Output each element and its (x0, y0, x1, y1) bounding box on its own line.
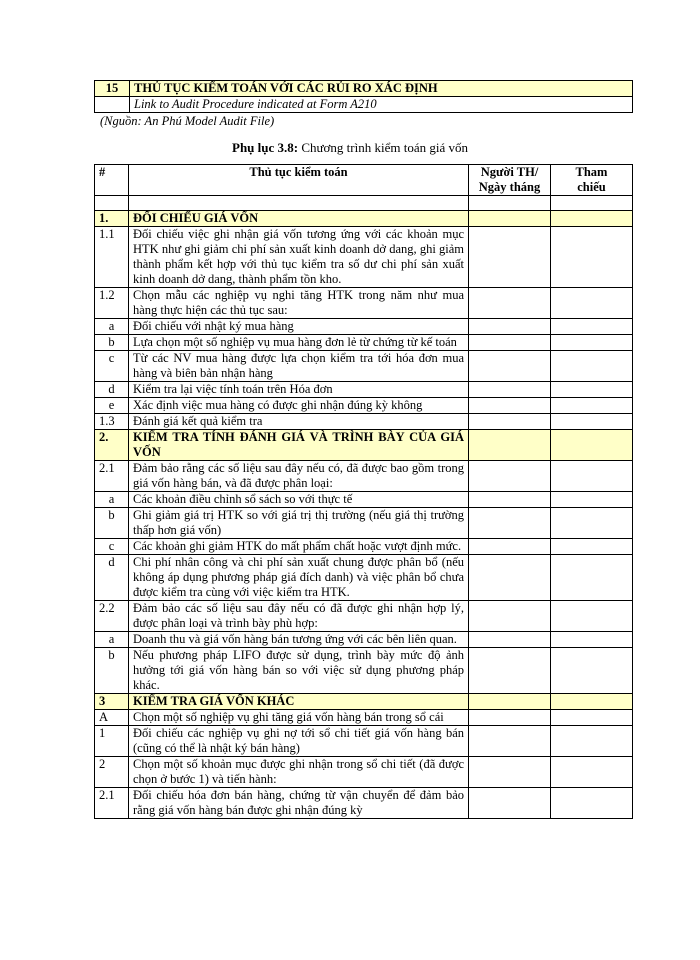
row-performer-cell (469, 211, 551, 227)
row-reference-cell (551, 508, 633, 539)
row-reference-cell (551, 726, 633, 757)
row-performer-cell (469, 430, 551, 461)
header-num: # (95, 165, 129, 196)
row-performer-cell (469, 319, 551, 335)
row-performer-cell (469, 648, 551, 694)
table-row (95, 398, 633, 414)
row-reference-cell (551, 539, 633, 555)
row-number: 1 (95, 726, 129, 757)
row-procedure-text: Đối chiếu việc ghi nhận giá vốn tương ứng với các khoản mục HTK như ghi giảm chi phí sản xuất kinh doanh dở dang, ghi giảm thành phẩm kết hợp với thủ tục kiểm tra số dư chi phí sản xuất kinh doanh dở dang, thành phẩm tồn kho. (129, 227, 469, 288)
row-performer-cell (469, 539, 551, 555)
row-reference-cell (551, 430, 633, 461)
row-procedure-text: Chọn một số khoản mục được ghi nhận trong sổ chi tiết (đã được chọn ở bước 1) và tiến hành: (129, 757, 469, 788)
row-procedure-text: Chi phí nhân công và chi phí sản xuất chung được phân bổ (nếu không áp dụng phương pháp giá đích danh) và việc phân bổ chưa được kiểm tra cùng với việc kiểm tra HTK. (129, 555, 469, 601)
audit-program-table (94, 164, 633, 819)
section-row (95, 694, 633, 710)
row-number: 2.2 (95, 601, 129, 632)
row-reference-cell (551, 398, 633, 414)
row-number: 1.1 (95, 227, 129, 288)
row-number: c (95, 351, 129, 382)
row-procedure-text: Chọn mẫu các nghiệp vụ nghi tăng HTK trong năm như mua hàng thực hiện các thủ tục sau: (129, 288, 469, 319)
row-performer-cell (469, 757, 551, 788)
table-row (95, 555, 633, 601)
row-number: 1.2 (95, 288, 129, 319)
row-reference-cell (551, 757, 633, 788)
row-procedure-text: Kiểm tra lại việc tính toán trên Hóa đơn (129, 382, 469, 398)
row-number: b (95, 335, 129, 351)
table-row (95, 319, 633, 335)
table-row (95, 710, 633, 726)
row-procedure-text: Nếu phương pháp LIFO được sử dụng, trình bày mức độ ảnh hưởng tới giá vốn hàng bán so với việc sử dụng phương pháp khác. (129, 648, 469, 694)
row-number: c (95, 539, 129, 555)
row-procedure-text: Xác định việc mua hàng có được ghi nhận đúng kỳ không (129, 398, 469, 414)
table-row (95, 788, 633, 819)
appendix-label: Phụ lục 3.8: (232, 140, 299, 155)
row-procedure-text: Đối chiếu hóa đơn bán hàng, chứng từ vận chuyển để đảm bảo rằng giá vốn hàng bán được ghi nhận đúng kỳ (129, 788, 469, 819)
table-row (95, 335, 633, 351)
row-performer-cell (469, 461, 551, 492)
row-reference-cell (551, 288, 633, 319)
row-number: 1.3 (95, 414, 129, 430)
row-number: a (95, 632, 129, 648)
row-reference-cell (551, 632, 633, 648)
row-procedure-text: Đảm bảo rằng các số liệu sau đây nếu có, đã được bao gồm trong giá vốn hàng bán, và đã được phân loại: (129, 461, 469, 492)
table-row (95, 461, 633, 492)
row-reference-cell (551, 710, 633, 726)
table-row (95, 288, 633, 319)
row-procedure-text: Chọn một số nghiệp vụ ghi tăng giá vốn hàng bán trong sổ cái (129, 710, 469, 726)
row-reference-cell (551, 648, 633, 694)
risk-procedure-table (94, 80, 633, 113)
table-row (95, 632, 633, 648)
table-row (95, 382, 633, 398)
link-note: Link to Audit Procedure indicated at Form A210 (130, 97, 633, 113)
appendix-name: Chương trình kiểm toán giá vốn (301, 140, 468, 155)
row-number: 2. (95, 430, 129, 461)
row-reference-cell (551, 211, 633, 227)
row-procedure-text: Đánh giá kết quả kiểm tra (129, 414, 469, 430)
row-number: d (95, 555, 129, 601)
row-reference-cell (551, 227, 633, 288)
section-number: 15 (95, 81, 130, 97)
table-row (95, 757, 633, 788)
row-performer-cell (469, 382, 551, 398)
row-number: e (95, 398, 129, 414)
row-number: 2 (95, 757, 129, 788)
table-row (95, 601, 633, 632)
table-header-row (95, 165, 633, 196)
row-number: 3 (95, 694, 129, 710)
row-procedure-text: Lựa chọn một số nghiệp vụ mua hàng đơn lẻ từ chứng từ kế toán (129, 335, 469, 351)
row-procedure-text: Đảm bảo các số liệu sau đây nếu có đã được ghi nhận hợp lý, được phân loại và trình bày phù hợp: (129, 601, 469, 632)
row-number: a (95, 492, 129, 508)
row-performer-cell (469, 414, 551, 430)
section-row (95, 211, 633, 227)
header-performer: Người TH/ Ngày tháng (469, 165, 551, 196)
row-performer-cell (469, 694, 551, 710)
header-reference: Tham chiếu (551, 165, 633, 196)
row-performer-cell (469, 632, 551, 648)
row-performer-cell (469, 288, 551, 319)
risk-procedure-link-row (95, 97, 633, 113)
row-number: A (95, 710, 129, 726)
row-reference-cell (551, 382, 633, 398)
table-body (95, 211, 633, 819)
table-row (95, 351, 633, 382)
row-reference-cell (551, 335, 633, 351)
section-title: THỦ TỤC KIỂM TOÁN VỚI CÁC RỦI RO XÁC ĐỊNH (130, 81, 633, 97)
row-number: 2.1 (95, 461, 129, 492)
row-procedure-text: KIỂM TRA TÍNH ĐÁNH GIÁ VÀ TRÌNH BÀY CỦA GIÁ VỐN (129, 430, 469, 461)
row-performer-cell (469, 335, 551, 351)
appendix-title (0, 140, 700, 156)
row-reference-cell (551, 555, 633, 601)
table-row (95, 726, 633, 757)
row-number: 1. (95, 211, 129, 227)
row-procedure-text: Các khoản ghi giảm HTK do mất phẩm chất hoặc vượt định mức. (129, 539, 469, 555)
row-procedure-text: Từ các NV mua hàng được lựa chọn kiểm tra tới hóa đơn mua hàng và biên bản nhận hàng (129, 351, 469, 382)
row-reference-cell (551, 319, 633, 335)
row-performer-cell (469, 492, 551, 508)
row-performer-cell (469, 351, 551, 382)
row-procedure-text: KIỂM TRA GIÁ VỐN KHÁC (129, 694, 469, 710)
row-reference-cell (551, 351, 633, 382)
table-row (95, 508, 633, 539)
row-performer-cell (469, 508, 551, 539)
row-performer-cell (469, 710, 551, 726)
table-row (95, 414, 633, 430)
row-procedure-text: Các khoản điều chỉnh sổ sách so với thực tế (129, 492, 469, 508)
row-performer-cell (469, 726, 551, 757)
table-row (95, 492, 633, 508)
table-row (95, 539, 633, 555)
header-procedure: Thủ tục kiểm toán (129, 165, 469, 196)
row-procedure-text: Ghi giảm giá trị HTK so với giá trị thị trường (nếu giá thị trường thấp hơn giá vốn) (129, 508, 469, 539)
row-performer-cell (469, 555, 551, 601)
row-procedure-text: Đối chiếu với nhật ký mua hàng (129, 319, 469, 335)
spacer-row (95, 196, 633, 211)
row-reference-cell (551, 694, 633, 710)
source-note: (Nguồn: An Phú Model Audit File) (100, 114, 275, 128)
row-performer-cell (469, 398, 551, 414)
risk-procedure-header-row (95, 81, 633, 97)
row-procedure-text: Doanh thu và giá vốn hàng bán tương ứng với các bên liên quan. (129, 632, 469, 648)
row-procedure-text: Đối chiếu các nghiệp vụ ghi nợ tới sổ chi tiết giá vốn hàng bán (cũng có thể là nhật ký bán hàng) (129, 726, 469, 757)
table-row (95, 648, 633, 694)
row-reference-cell (551, 492, 633, 508)
table-row (95, 227, 633, 288)
row-reference-cell (551, 788, 633, 819)
row-reference-cell (551, 601, 633, 632)
row-performer-cell (469, 227, 551, 288)
empty-cell (95, 97, 130, 113)
row-number: 2.1 (95, 788, 129, 819)
row-number: d (95, 382, 129, 398)
row-reference-cell (551, 414, 633, 430)
row-performer-cell (469, 601, 551, 632)
row-performer-cell (469, 788, 551, 819)
section-row (95, 430, 633, 461)
row-number: a (95, 319, 129, 335)
row-procedure-text: ĐỐI CHIẾU GIÁ VỐN (129, 211, 469, 227)
row-reference-cell (551, 461, 633, 492)
row-number: b (95, 648, 129, 694)
row-number: b (95, 508, 129, 539)
